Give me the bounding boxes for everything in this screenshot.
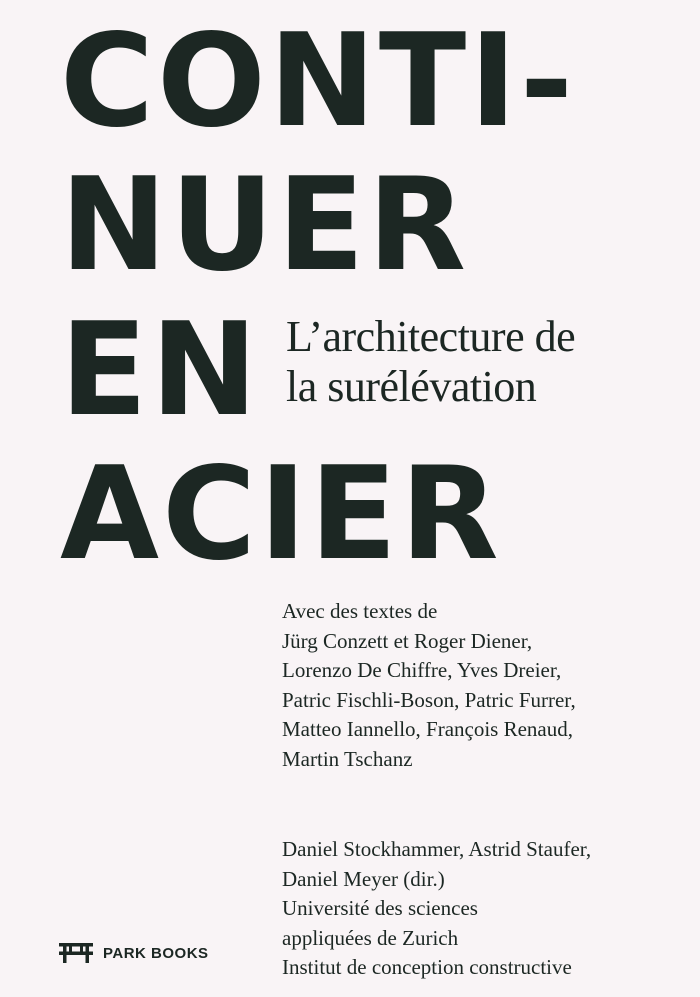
editors-line: Daniel Meyer (dir.) <box>282 866 445 891</box>
publisher-mark <box>58 942 209 964</box>
editors-line: Daniel Stockhammer, Astrid Staufer, <box>282 837 592 861</box>
contributors-line: Patric Fischli-Boson, Patric Furrer, <box>282 687 576 712</box>
contributors-line: Martin Tschanz <box>282 746 413 771</box>
contributors-line: Jürg Conzett et Roger Diener, <box>282 628 533 653</box>
contributors-line: Avec des textes de <box>282 599 438 623</box>
editors-block <box>282 835 591 983</box>
title-line-3: EN <box>60 296 261 445</box>
title-line-1: CONTI- <box>60 7 576 156</box>
subtitle <box>286 312 575 412</box>
park-books-bench-icon <box>58 942 94 964</box>
editors-line: Institut de conception constructive <box>282 955 572 979</box>
subtitle-line-1: L’architecture de <box>286 312 576 361</box>
contributors-line: Lorenzo De Chiffre, Yves Dreier, <box>282 658 562 682</box>
editors-line: appliquées de Zurich <box>282 925 459 950</box>
subtitle-line-2: la surélévation <box>286 362 537 411</box>
publisher-name: PARK BOOKS <box>103 944 209 962</box>
title-line-2: NUER <box>60 151 470 300</box>
editors-line: Université des sciences <box>282 896 478 920</box>
contributors-block <box>282 597 576 774</box>
contributors-line: Matteo Iannello, François Renaud, <box>282 717 574 741</box>
title-line-4: ACIER <box>60 440 502 589</box>
